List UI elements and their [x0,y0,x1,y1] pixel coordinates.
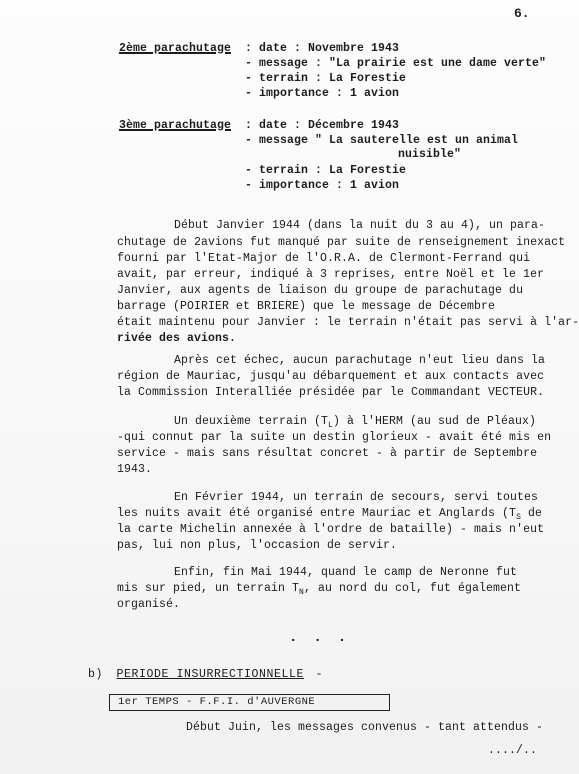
para3-text: Un deuxième terrain (T [174,415,329,428]
para3-line: 1943. [117,463,153,476]
block3-heading: 3ème parachutage [119,119,232,132]
separator-dots: ... [289,630,363,646]
para1-line: était maintenu pour Janvier : le terrain n'était pas servi à l'ar- [117,316,579,329]
para2-line: région de Mauriac, jusqu'au débarquement et aux contacts avec [117,370,545,383]
para5-line: Enfin, fin Mai 1944, quand le camp de Neronne fut [174,566,518,579]
block2-heading: 2ème parachutage [119,42,232,55]
para5-text: , au nord du col, fut également [303,582,521,595]
block3-date: : date : Décembre 1943 [245,119,400,132]
block3-terrain: - terrain : La Forestie [245,164,407,177]
para4-line: la carte Michelin annexée à l'ordre de bataille) - mais n'eut [117,523,545,536]
para4-line: pas, lui non plus, l'occasion de servir. [117,539,398,552]
para3-text: ) à l'HERM (au sud de Pléaux) [332,415,536,428]
block2-terrain: - terrain : La Forestie [245,72,407,85]
para3-line: -qui connut par la suite un destin glorieux - avait été mis en [117,431,552,444]
block3-importance: - importance : 1 avion [245,179,400,192]
para3-subscript: L [328,421,333,430]
para1-line: chutage de 2avions fut manqué par suite de renseignement inexact [117,236,566,249]
section-title: PERIODE INSURRECTIONNELLE [116,668,305,681]
para1-line: barrage (POIRIER et BRIERE) que le message de Décembre [117,300,496,313]
para1-line: Janvier, aux agents de liaison du groupe de parachutage du [117,284,524,297]
section-letter: b) [88,668,104,681]
para4-text: les nuits avait été organisé entre Mauriac et Anglards (T [117,507,517,520]
block3-message-continued: nuisible" [398,148,462,161]
para4-line: En Février 1944, un terrain de secours, servi toutes [174,491,539,504]
para5-line: organisé. [117,598,181,611]
block2-importance: - importance : 1 avion [245,87,400,100]
para5-subscript: N [299,588,304,597]
para5-text: mis sur pied, un terrain T [117,582,300,595]
para4-text: de [520,507,542,520]
para1-line: Début Janvier 1944 (dans la nuit du 3 au 4), un para- [174,219,546,232]
block2-message: - message : "La prairie est une dame verte" [245,57,547,70]
block3-message: - message " La sauterelle est un animal [245,134,519,147]
section-heading [88,668,323,681]
para3-line: service - mais sans résultat concret - à partir de Septembre [117,447,538,460]
page-number: 6. [514,6,530,21]
para1-line: rivée des avions. [117,332,237,345]
para4-subscript: S [516,513,521,522]
last-line: Début Juin, les messages convenus - tant attendus - [186,721,544,734]
block2-date: : date : Novembre 1943 [245,42,400,55]
continued-marker: ..../.. [488,744,538,757]
boxed-subtitle: 1er TEMPS - F.F.I. d'AUVERGNE [109,694,390,711]
para1-line: avait, par erreur, indiqué à 3 reprises, entre Noël et le 1er [117,268,545,281]
section-dash: - [315,668,324,681]
para2-line: Après cet échec, aucun parachutage n'eut lieu dans la [174,354,546,367]
para1-line: fourni par l'Etat-Major de l'O.R.A. de Clermont-Ferrand qui [117,252,531,265]
para2-line: la Commission Interalliée présidée par le Commandant VECTEUR. [117,386,545,399]
